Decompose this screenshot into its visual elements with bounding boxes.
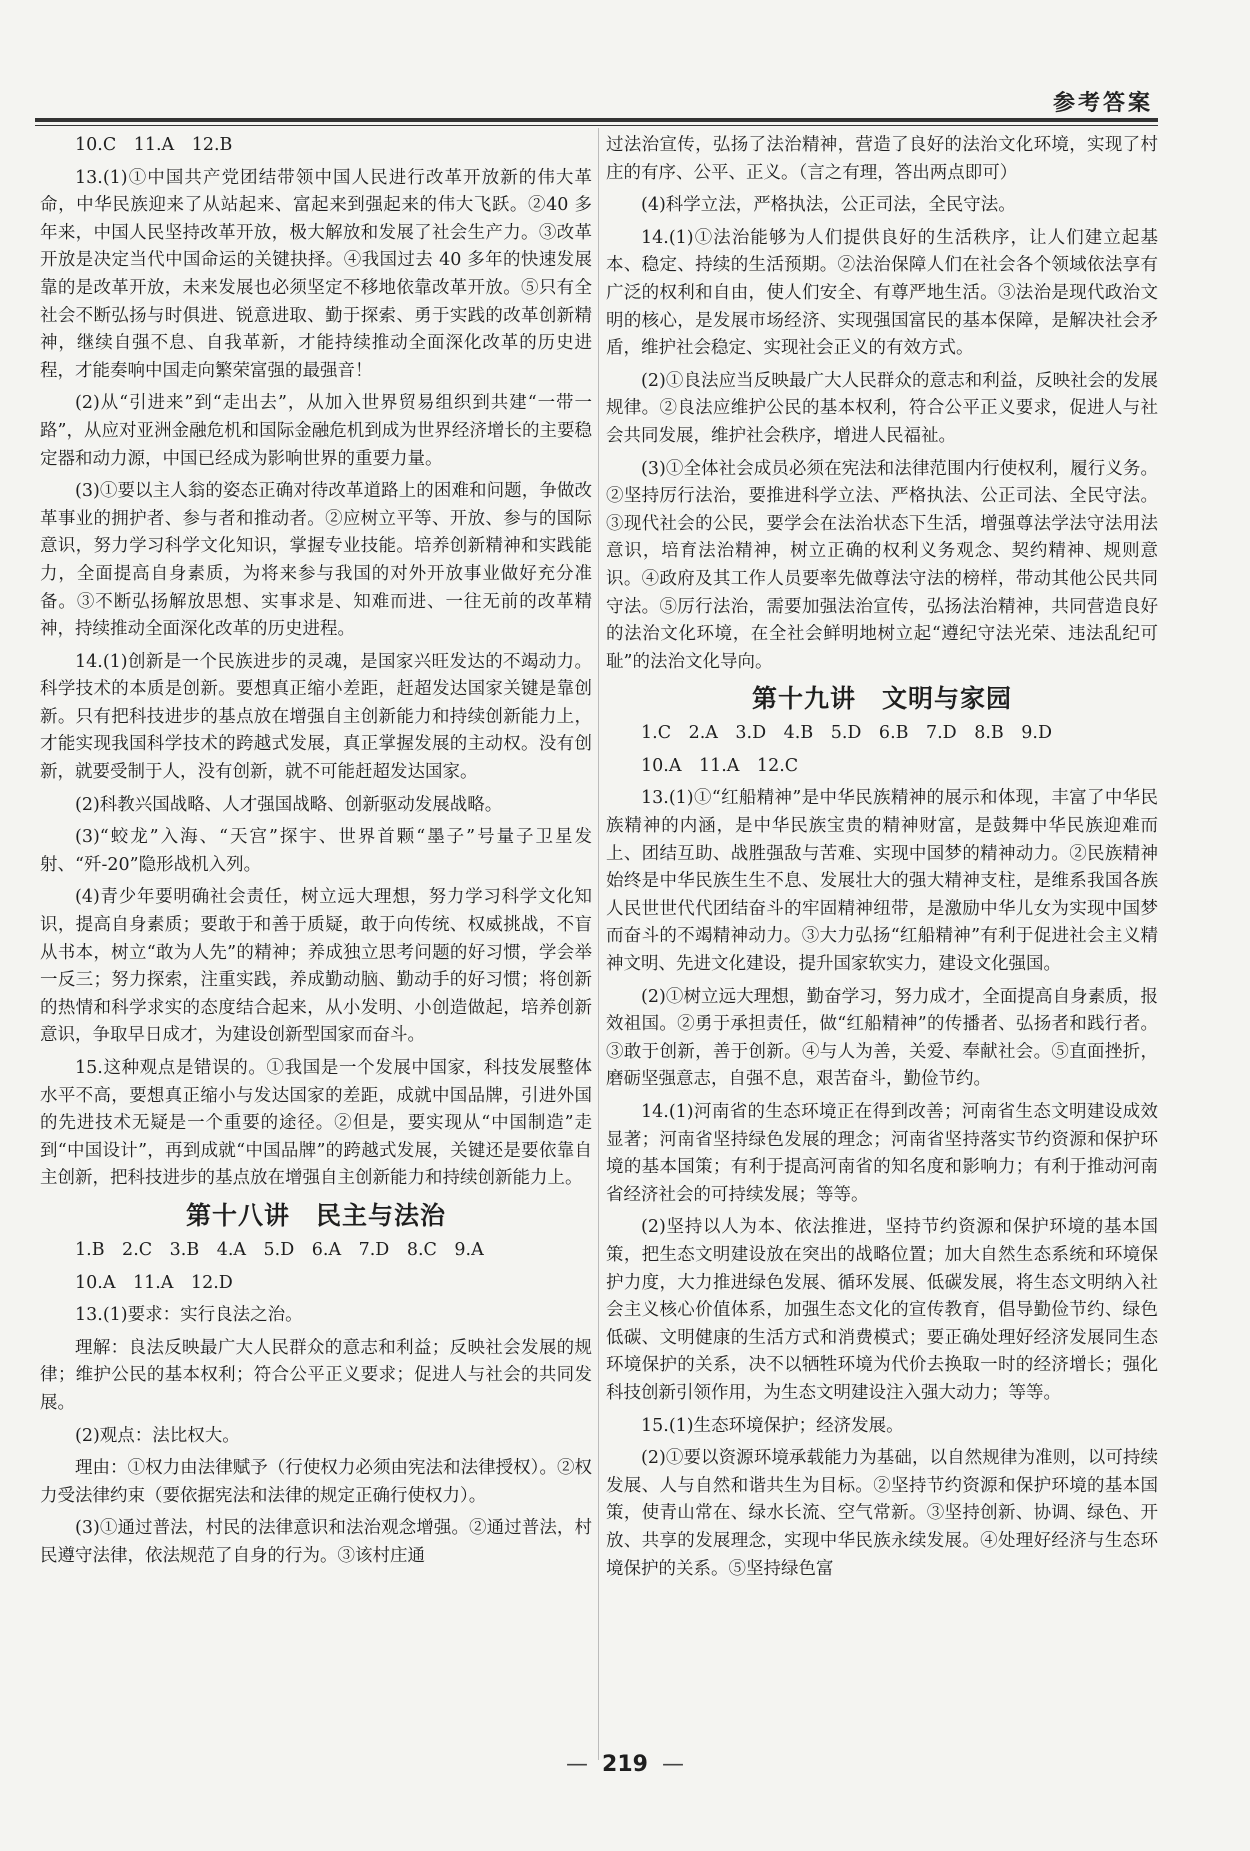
answer-paragraph: 14.(1)创新是一个民族进步的灵魂，是国家兴旺发达的不竭动力。科学技术的本质是创新。要想真正缩小差距，赶超发达国家关键是靠创新。只有把科技进步的基点放在增强自主创新能力和持续创新能力上，才能实现我国科学技术的跨越式发展，真正掌握发展的主动权。没有创新，就要受制于人，没有创新，就不可能赶超发达国家。	[40, 651, 592, 783]
answer-paragraph: 15.这种观点是错误的。①我国是一个发展中国家，科技发展整体水平不高，要想真正缩小与发达国家的差距，成就中国品牌，引进外国的先进技术无疑是一个重要的途径。②但是，要实现从“中国制造”走到“中国设计”，再到成就“中国品牌”的跨越式发展，关键还是要依靠自主创新，把科技进步的基点放在增强自主创新能力和持续创新能力上。	[40, 1058, 592, 1189]
right-column	[606, 132, 1158, 1588]
page-number-value: 219	[602, 1752, 648, 1777]
header-rule	[35, 118, 1158, 126]
section-heading: 第十八讲 民主与法治	[185, 1200, 446, 1230]
answer-paragraph: 15.(1)生态环境保护；经济发展。	[641, 1415, 904, 1436]
page-number: — 219 —	[566, 1752, 684, 1777]
answer-paragraph: 过法治宣传，弘扬了法治精神，营造了良好的法治文化环境，实现了村庄的有序、公平、正义。（言之有理，答出两点即可）	[606, 135, 1158, 183]
answer-paragraph: (3)①通过普法，村民的法律意识和法治观念增强。②通过普法，村民遵守法律，依法规范了自身的行为。③该村庄通	[40, 1518, 592, 1566]
answer-paragraph: (2)①要以资源环境承载能力为基础，以自然规律为准则，以可持续发展、人与自然和谐共生为目标。②坚持节约资源和保护环境的基本国策，使青山常在、绿水长流、空气常新。③坚持创新、协调、绿色、开放、共享的发展理念，实现中华民族永续发展。④处理好经济与生态环境保护的关系。⑤坚持绿色富	[606, 1448, 1158, 1579]
answer-paragraph: 13.(1)①“红船精神”是中华民族精神的展示和体现，丰富了中华民族精神的内涵，是中华民族宝贵的精神财富，是鼓舞中华民族迎难而上、团结互助、战胜强敌与苦难、实现中国梦的精神动力。②民族精神始终是中华民族生生不息、发展壮大的强大精神支柱，是维系我国各族人民世世代代团结奋斗的牢固精神纽带，是激励中华儿女为实现中国梦而奋斗的不竭精神动力。③大力弘扬“红船精神”有利于促进社会主义精神文明、先进文化建设，提升国家软实力，建设文化强国。	[606, 788, 1158, 975]
answer-key-line: 10.C 11.A 12.B	[75, 135, 233, 155]
answer-paragraph: (4)青少年要明确社会责任，树立远大理想，努力学习科学文化知识，提高自身素质；要敢于和善于质疑，敢于向传统、权威挑战，不盲从书本，树立“敢为人先”的精神；养成独立思考问题的好习惯，学会举一反三；努力探索，注重实践，养成勤动脑、勤动手的好习惯；将创新的热情和科学求实的态度结合起来，从小发明、小创造做起，培养创新意识，争取早日成才，为建设创新型国家而奋斗。	[40, 887, 592, 1046]
answer-paragraph: 13.(1)要求：实行良法之治。	[75, 1305, 303, 1326]
answer-paragraph: (3)“蛟龙”入海、“天宫”探宇、世界首颗“墨子”号量子卫星发射、“歼-20”隐形战机入列。	[40, 827, 592, 875]
answer-paragraph: (2)观点：法比权大。	[75, 1425, 240, 1446]
answer-paragraph: (4)科学立法，严格执法，公正司法，全民守法。	[641, 195, 1016, 216]
answer-key-line: 10.A 11.A 12.C	[641, 755, 799, 776]
answer-paragraph: (2)从“引进来”到“走出去”，从加入世界贸易组织到共建“一带一路”，从应对亚洲金融危机和国际金融危机到成为世界经济增长的主要稳定器和动力源，中国已经成为影响世界的重要力量。	[40, 393, 592, 469]
answer-paragraph: 理解：良法反映最广大人民群众的意志和利益；反映社会发展的规律；维护公民的基本权利；符合公平正义要求；促进人与社会的共同发展。	[40, 1337, 592, 1413]
answer-key-line: 10.A 11.A 12.D	[75, 1272, 233, 1293]
answer-key-line: 1.C 2.A 3.D 4.B 5.D 6.B 7.D 8.B 9.D	[641, 723, 1053, 744]
answer-paragraph: 14.(1)河南省的生态环境正在得到改善；河南省生态文明建设成效显著；河南省坚持绿色发展的理念；河南省坚持落实节约资源和保护环境的基本国策；有利于提高河南省的知名度和影响力；有利于推动河南省经济社会的可持续发展；等等。	[606, 1102, 1158, 1205]
answer-paragraph: (2)①良法应当反映最广大人民群众的意志和利益，反映社会的发展规律。②良法应维护公民的基本权利，符合公平正义要求，促进人与社会共同发展，维护社会秩序，增进人民福祉。	[606, 370, 1158, 446]
answer-paragraph: (2)①树立远大理想，勤奋学习，努力成才，全面提高自身素质，报效祖国。②勇于承担责任，做“红船精神”的传播者、弘扬者和践行者。③敢于创新，善于创新。④与人为善，关爱、奉献社会。⑤直面挫折，磨砺坚强意志，自强不息，艰苦奋斗，勤俭节约。	[606, 986, 1158, 1090]
answer-paragraph: 13.(1)①中国共产党团结带领中国人民进行改革开放新的伟大革命，中华民族迎来了从站起来、富起来到强起来的伟大飞跃。②40 多年来，中国人民坚持改革开放，极大解放和发展了社会生产力。③改革开放是决定当代中国命运的关键抉择。④我国过去 40 多年的快速发展靠的是改革开放，未来发展也必须坚定不移地依靠改革开放。⑤只有全社会不断弘扬与时俱进、锐意进取、勤于探索、勇于实践的改革创新精神，继续自强不息、自我革新，才能持续推动全面深化改革的历史进程，才能奏响中国走向繁荣富强的最强音！	[40, 167, 592, 381]
answer-paragraph: (2)坚持以人为本、依法推进，坚持节约资源和保护环境的基本国策，把生态文明建设放在突出的战略位置；加大自然生态系统和环境保护力度，大力推进绿色发展、循环发展、低碳发展，将生态文明纳入社会主义核心价值体系，加强生态文化的宣传教育，倡导勤俭节约、绿色低碳、文明健康的生活方式和消费模式；要正确处理好经济发展同生态环境保护的关系，决不以牺牲环境为代价去换取一时的经济增长；强化科技创新引领作用，为生态文明建设注入强大动力；等等。	[606, 1217, 1158, 1403]
section-heading: 第十九讲 文明与家园	[751, 684, 1012, 714]
answer-paragraph: 理由：①权力由法律赋予（行使权力必须由宪法和法律授权）。②权力受法律约束（要依据宪法和法律的规定正确行使权力）。	[40, 1458, 592, 1506]
answer-paragraph: (3)①要以主人翁的姿态正确对待改革道路上的困难和问题，争做改革事业的拥护者、参与者和推动者。②应树立平等、开放、参与的国际意识，努力学习科学文化知识，掌握专业技能。培养创新精神和实践能力，全面提高自身素质，为将来参与我国的对外开放事业做好充分准备。③不断弘扬解放思想、实事求是、知难而进、一往无前的改革精神，持续推动全面深化改革的历史进程。	[40, 481, 592, 640]
column-divider	[598, 128, 599, 1760]
page-header-title: 参考答案	[1052, 91, 1153, 116]
answer-paragraph: (2)科教兴国战略、人才强国战略、创新驱动发展战略。	[75, 794, 503, 815]
answer-paragraph: 14.(1)①法治能够为人们提供良好的生活秩序，让人们建立起基本、稳定、持续的生活预期。②法治保障人们在社会各个领域依法享有广泛的权利和自由，使人们安全、有尊严地生活。③法治是现代政治文明的核心，是发展市场经济、实现强国富民的基本保障，是解决社会矛盾，维护社会稳定、实现社会正义的有效方式。	[606, 227, 1158, 359]
left-column	[40, 132, 592, 1576]
answer-paragraph: (3)①全体社会成员必须在宪法和法律范围内行使权利，履行义务。②坚持厉行法治，要推进科学立法、严格执法、公正司法、全民守法。③现代社会的公民，要学会在法治状态下生活，增强尊法学法守法用法意识，培育法治精神，树立正确的权利义务观念、契约精神、规则意识。④政府及其工作人员要率先做尊法守法的榜样，带动其他公民共同守法。⑤厉行法治，需要加强法治宣传，弘扬法治精神，共同营造良好的法治文化环境，在全社会鲜明地树立起“遵纪守法光荣、违法乱纪可耻”的法治文化导向。	[606, 458, 1158, 672]
answer-key-line: 1.B 2.C 3.B 4.A 5.D 6.A 7.D 8.C 9.A	[75, 1239, 484, 1260]
